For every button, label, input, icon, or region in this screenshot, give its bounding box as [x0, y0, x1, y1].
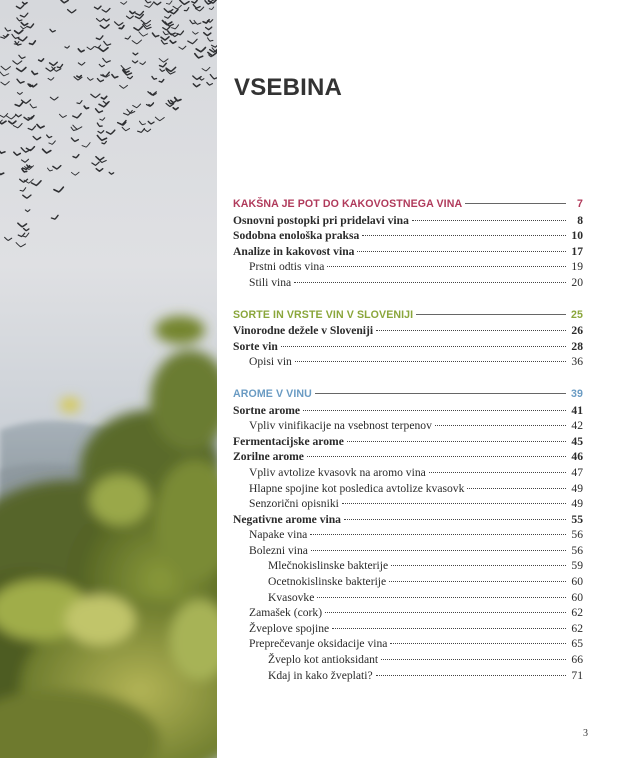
toc-leader: [429, 472, 566, 473]
toc-entry[interactable]: [233, 575, 583, 591]
toc-entry-page: 56: [571, 543, 583, 557]
page-number: 3: [583, 728, 588, 739]
toc-leader: [416, 314, 566, 315]
toc-leader: [307, 456, 566, 457]
toc-leader: [311, 550, 566, 551]
toc-entry[interactable]: [233, 497, 583, 513]
toc-leader: [467, 488, 566, 489]
toc-leader: [281, 346, 566, 347]
toc-entry[interactable]: [233, 340, 583, 356]
toc-leader: [295, 361, 566, 362]
toc-entry[interactable]: [233, 591, 583, 607]
toc-entry-page: 42: [571, 419, 583, 433]
toc-leader: [412, 220, 566, 221]
toc-section-heading[interactable]: [233, 198, 583, 214]
toc-entry-label: Mlečnokislinske bakterije: [268, 559, 389, 573]
toc-entry[interactable]: [233, 404, 583, 420]
toc-leader: [344, 519, 566, 520]
toc-section-page: 25: [571, 308, 583, 321]
toc-entry-label: Preprečevanje oksidacije vina: [249, 637, 388, 651]
toc-entry-label: Sortne arome: [233, 403, 301, 417]
toc-entry-label: Analize in kakovost vina: [233, 244, 355, 258]
toc-entry[interactable]: [233, 276, 583, 292]
toc-section-title: KAKŠNA JE POT DO KAKOVOSTNEGA VINA: [233, 198, 463, 210]
toc-entry-page: 8: [577, 213, 583, 227]
toc-entry[interactable]: [233, 245, 583, 261]
toc-entry[interactable]: [233, 606, 583, 622]
toc-entry-label: Ocetnokislinske bakterije: [268, 575, 387, 589]
toc-leader: [327, 266, 566, 267]
toc-entry-page: 10: [571, 229, 583, 243]
toc-entry-page: 71: [571, 668, 583, 682]
toc-entry[interactable]: [233, 435, 583, 451]
toc-leader: [310, 534, 566, 535]
toc-entry-page: 36: [571, 355, 583, 369]
toc-section-heading[interactable]: [233, 388, 583, 404]
toc-leader: [381, 659, 566, 660]
toc-entry[interactable]: [233, 229, 583, 245]
toc-entry[interactable]: [233, 260, 583, 276]
toc-leader: [376, 330, 566, 331]
toc-entry-page: 41: [571, 403, 583, 417]
toc-leader: [390, 643, 566, 644]
toc-leader: [376, 675, 566, 676]
toc-entry[interactable]: [233, 466, 583, 482]
toc-leader: [342, 503, 566, 504]
toc-leader: [317, 597, 566, 598]
toc-leader: [465, 203, 566, 204]
toc-entry-label: Sorte vin: [233, 339, 278, 353]
toc-entry-label: Kdaj in kako žveplati?: [268, 668, 373, 682]
toc-entry[interactable]: [233, 653, 583, 669]
toc-entry-label: Zamašek (cork): [249, 606, 323, 620]
section-spacer: [233, 292, 583, 309]
toc-entry-page: 55: [571, 512, 583, 526]
toc-leader: [389, 581, 566, 582]
toc-entry[interactable]: [233, 355, 583, 371]
toc-entry-label: Vpliv vinifikacije na vsebnost terpenov: [249, 419, 432, 433]
toc-entry[interactable]: [233, 419, 583, 435]
toc-entry-label: Fermentacijske arome: [233, 434, 344, 448]
toc-entry[interactable]: [233, 637, 583, 653]
toc-entry-label: Opisi vin: [249, 355, 292, 369]
toc-entry-label: Prstni odtis vina: [249, 260, 325, 274]
toc-entry-label: Osnovni postopki pri pridelavi vina: [233, 213, 409, 227]
toc-entry[interactable]: [233, 528, 583, 544]
toc-entry-page: 49: [571, 497, 583, 511]
toc-entry[interactable]: [233, 482, 583, 498]
section-spacer: [233, 371, 583, 388]
toc-entry-label: Negativne arome vina: [233, 512, 341, 526]
toc-entry-page: 45: [571, 434, 583, 448]
toc-entry-page: 56: [571, 528, 583, 542]
toc-entry-page: 60: [571, 575, 583, 589]
toc-entry-page: 62: [571, 606, 583, 620]
toc-entry-label: Senzorični opisniki: [249, 497, 339, 511]
page-title: VSEBINA: [234, 74, 343, 101]
toc-leader: [391, 565, 566, 566]
toc-leader: [332, 628, 566, 629]
cover-photo: [0, 0, 217, 758]
toc-entry-page: 62: [571, 621, 583, 635]
toc-leader: [357, 251, 566, 252]
toc-entry-page: 46: [571, 450, 583, 464]
toc-leader: [347, 441, 566, 442]
toc-entry-page: 49: [571, 481, 583, 495]
toc-entry-label: Napake vina: [249, 528, 308, 542]
birds-vineyard-image: [0, 0, 217, 758]
toc-leader: [325, 612, 566, 613]
toc-entry-page: 59: [571, 559, 583, 573]
toc-section-heading[interactable]: [233, 309, 583, 325]
toc-entry-page: 66: [571, 653, 583, 667]
toc-entry-page: 65: [571, 637, 583, 651]
toc-entry-label: Žveplo kot antioksidant: [268, 653, 379, 667]
toc-entry-label: Kvasovke: [268, 590, 315, 604]
toc-leader: [362, 235, 566, 236]
toc-leader: [294, 282, 566, 283]
toc-entry-page: 20: [571, 275, 583, 289]
toc-entry-page: 17: [571, 244, 583, 258]
toc-section-page: 7: [577, 198, 583, 210]
toc-section-title: SORTE IN VRSTE VIN V SLOVENIJI: [233, 308, 414, 321]
toc-leader: [435, 425, 566, 426]
table-of-contents: [233, 198, 583, 684]
toc-entry-label: Sodobna enološka praksa: [233, 229, 360, 243]
toc-entry[interactable]: [233, 214, 583, 230]
toc-leader: [303, 410, 566, 411]
contents-page: [217, 0, 624, 758]
toc-entry-label: Hlapne spojine kot posledica avtolize kvasovk: [249, 481, 465, 495]
toc-entry[interactable]: [233, 513, 583, 529]
toc-entry-page: 26: [571, 324, 583, 338]
toc-entry[interactable]: [233, 450, 583, 466]
toc-entry-label: Bolezni vina: [249, 543, 308, 557]
toc-entry[interactable]: [233, 559, 583, 575]
toc-entry-label: Vinorodne dežele v Sloveniji: [233, 324, 374, 338]
toc-entry-page: 60: [571, 590, 583, 604]
toc-section-page: 39: [571, 387, 583, 400]
toc-entry-label: Zorilne arome: [233, 450, 304, 464]
toc-entry-page: 19: [571, 260, 583, 274]
toc-entry-label: Žveplove spojine: [249, 621, 330, 635]
toc-entry-label: Stili vina: [249, 275, 292, 289]
toc-entry-page: 28: [571, 339, 583, 353]
toc-entry[interactable]: [233, 544, 583, 560]
toc-entry[interactable]: [233, 669, 583, 685]
toc-leader: [315, 393, 566, 394]
toc-entry-page: 47: [571, 465, 583, 479]
toc-entry-label: Vpliv avtolize kvasovk na aromo vina: [249, 465, 426, 479]
toc-entry[interactable]: [233, 324, 583, 340]
toc-section-title: AROME V VINU: [233, 387, 312, 400]
toc-entry[interactable]: [233, 622, 583, 638]
